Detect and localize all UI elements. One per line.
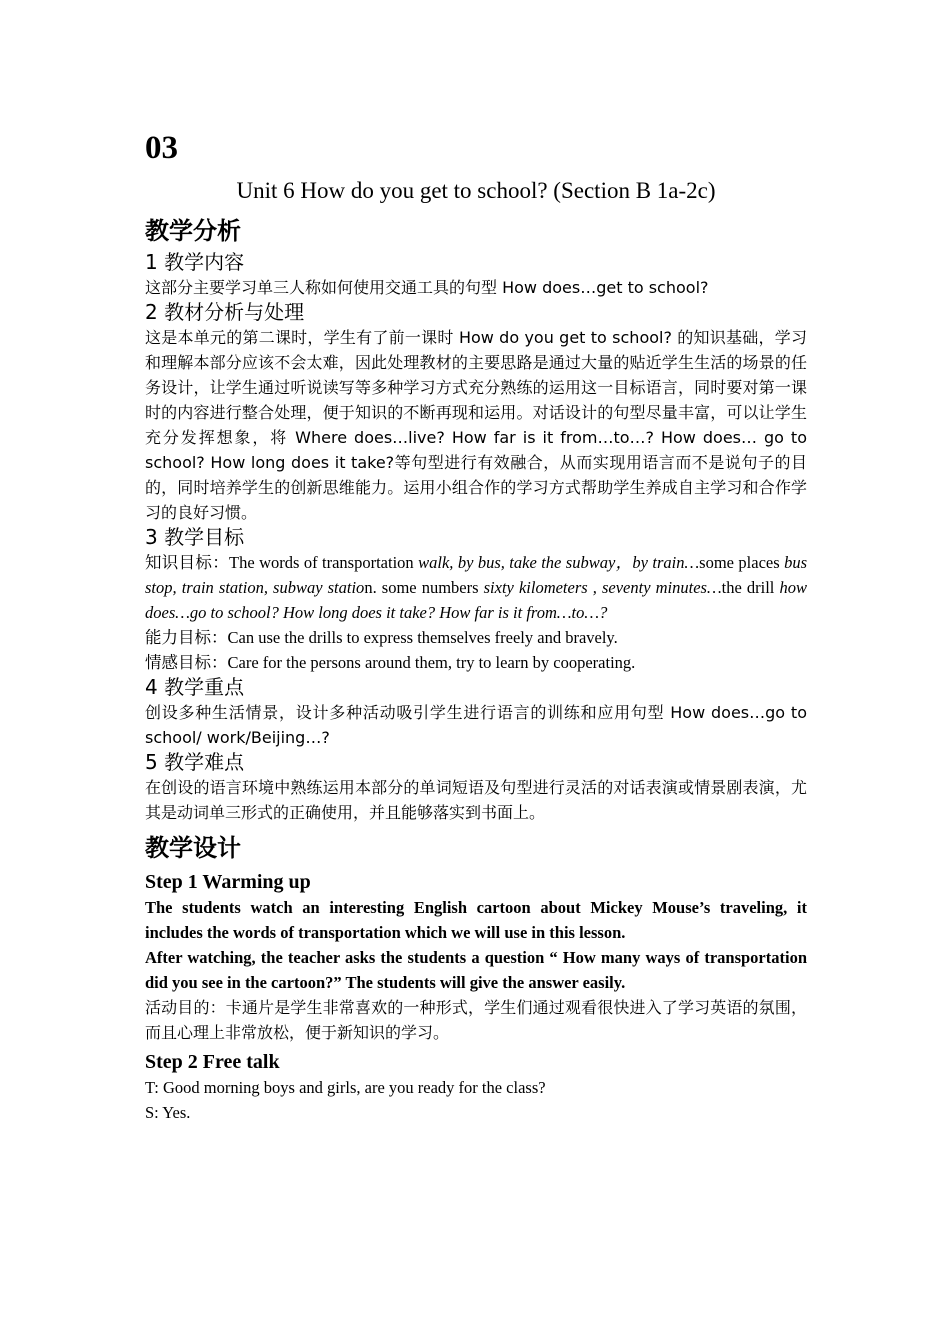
knowledge-goal-label: 知识目标： — [145, 553, 230, 572]
step-1-title: Step 1 Warming up — [145, 871, 311, 893]
document-page — [145, 128, 807, 1125]
step-1-paragraph-2: After watching, the teacher asks the students a question “ How many ways of transportation did you see in the cartoon?” The students will give the answer easily. — [145, 948, 807, 992]
step-2-student-line: S: Yes. — [145, 1103, 191, 1122]
section-3-title: 3 教学目标 — [145, 525, 245, 549]
step-1-purpose: 活动目的：卡通片是学生非常喜欢的一种形式，学生们通过观看很快进入了学习英语的氛围，而且心理上非常放松，便于新知识的学习。 — [145, 998, 807, 1042]
step-2-teacher-line: T: Good morning boys and girls, are you ready for the class? — [145, 1078, 546, 1097]
section-1-title: 1 教学内容 — [145, 250, 245, 274]
section-5-title: 5 教学难点 — [145, 750, 245, 774]
document-number: 03 — [145, 130, 178, 166]
section-5-text: 在创设的语言环境中熟练运用本部分的单词短语及句型进行灵活的对话表演或情景剧表演，尤其是动词单三形式的正确使用，并且能够落实到书面上。 — [145, 778, 807, 822]
step-2-title: Step 2 Free talk — [145, 1051, 280, 1073]
section-1-text: 这部分主要学习单三人称如何使用交通工具的句型 How does…get to school? — [145, 278, 709, 297]
section-2-title: 2 教材分析与处理 — [145, 300, 305, 324]
lesson-title: Unit 6 How do you get to school? (Section B 1a-2c) — [236, 178, 716, 203]
ability-goal: 能力目标：Can use the drills to express themselves freely and bravely. — [145, 628, 618, 647]
section-4-text: 创设多种生活情景，设计多种活动吸引学生进行语言的训练和应用句型 How does…go to school/ work/Beijing…? — [145, 703, 807, 747]
design-heading: 教学设计 — [145, 834, 241, 862]
emotion-goal: 情感目标：Care for the persons around them, try to learn by cooperating. — [145, 653, 636, 672]
analysis-heading: 教学分析 — [145, 217, 241, 245]
step-1-paragraph-1: The students watch an interesting English cartoon about Mickey Mouse’s traveling, it includes the words of transportation which we will use in this lesson. — [145, 898, 807, 942]
section-2-text: 这是本单元的第二课时，学生有了前一课时 How do you get to school? 的知识基础，学习和理解本部分应该不会太难，因此处理教材的主要思路是通过大量的贴近学生生活的场景的任务设计，让学生通过听说读写等多种学习方式充分熟练的运用这一目标语言，同时要对第一课时的内容进行整合处理，便于知识的不断再现和运用。对话设计的句型尽量丰富，可以让学生充分发挥想象，将 Where does…live? How far is it from…to…? How does… go to school? How long does it take?等句型进行有效融合，从而实现用语言而不是说句子的目的，同时培养学生的创新思维能力。运用小组合作的学习方式帮助学生养成自主学习和合作学习的良好习惯。 — [145, 328, 807, 522]
section-4-title: 4 教学重点 — [145, 675, 245, 699]
knowledge-goal: 知识目标：The words of transportation walk, by bus, take the subway，by train…some places bus stop, train station, subway station. some numbers sixty kilometers , seventy minutes…the drill how does…go to school? How long does it take? How far is it from…to…? — [145, 553, 808, 622]
